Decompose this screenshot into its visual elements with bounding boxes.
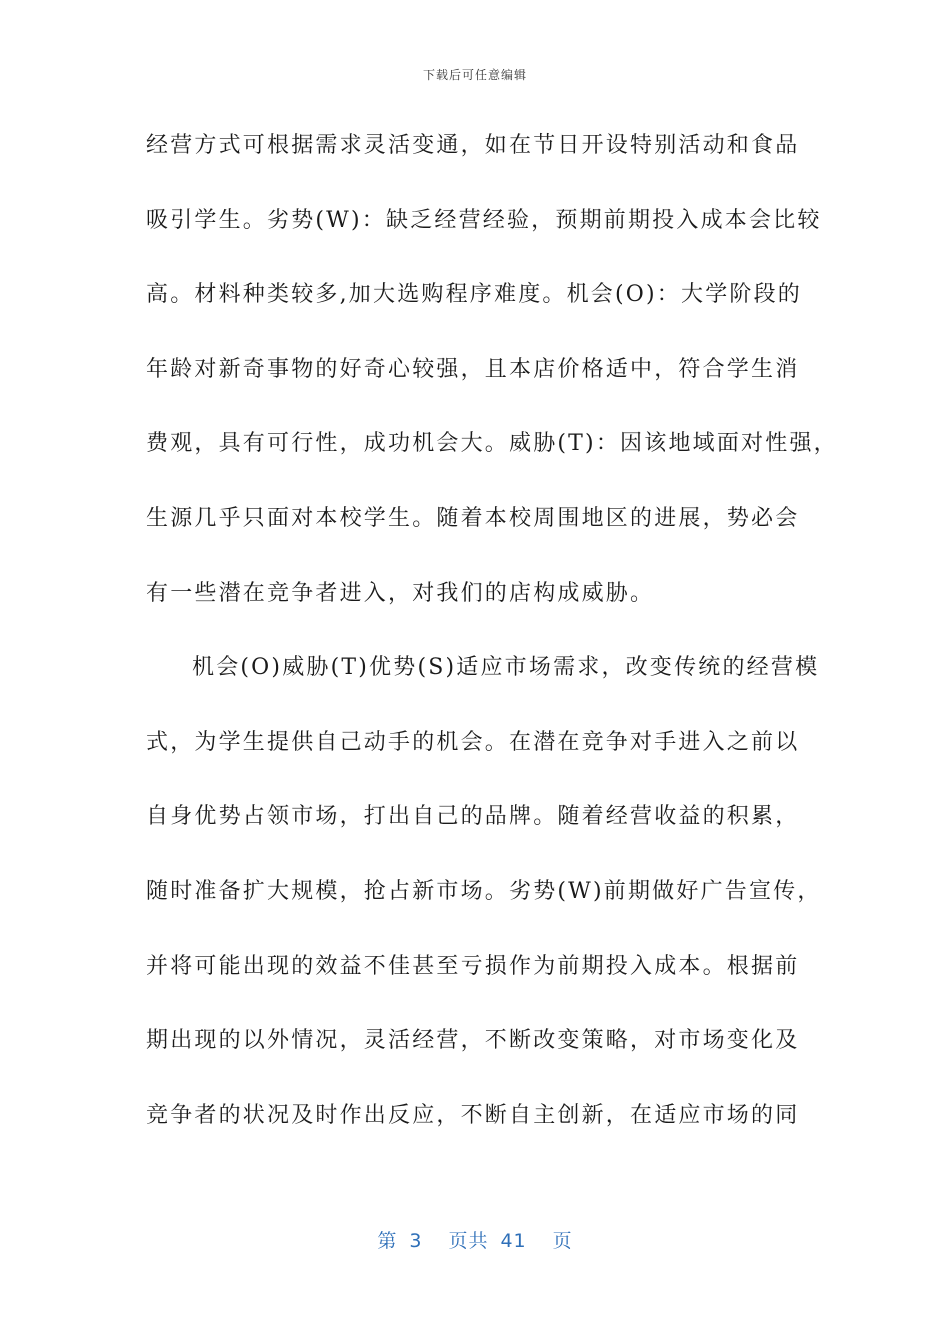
total-pages-number: 41 <box>500 1230 527 1252</box>
text-line: 生源几乎只面对本校学生。随着本校周围地区的进展，势必会 <box>146 505 800 531</box>
text-line: 随时准备扩大规模，抢占新市场。劣势(W)前期做好广告宣传， <box>146 878 822 904</box>
page-prefix: 第 <box>377 1230 398 1252</box>
text-line: 高。材料种类较多,加大选购程序难度。机会(O)：大学阶段的 <box>146 282 802 308</box>
header-note: 下载后可任意编辑 <box>422 68 527 82</box>
text-line: 吸引学生。劣势(W)：缺乏经营经验，预期前期投入成本会比较 <box>146 207 822 233</box>
paragraph-start-line: 机会(O)威胁(T)优势(S)适应市场需求，改变传统的经营模 <box>192 655 820 681</box>
page-footer <box>0 1226 950 1253</box>
text-line: 并将可能出现的效益不佳甚至亏损作为前期投入成本。根据前 <box>146 953 800 979</box>
text-line: 自身优势占领市场，打出自己的品牌。随着经营收益的积累， <box>146 804 800 830</box>
text-line: 竞争者的状况及时作出反应，不断自主创新，在适应市场的同 <box>146 1102 800 1128</box>
text-line: 费观，具有可行性，成功机会大。威胁(T)：因该地域面对性强， <box>146 431 838 457</box>
text-line: 有一些潜在竞争者进入，对我们的店构成威胁。 <box>146 580 655 606</box>
text-line: 式，为学生提供自己动手的机会。在潜在竞争对手进入之前以 <box>146 729 800 755</box>
current-page-number: 3 <box>409 1230 423 1252</box>
document-body <box>146 126 838 1170</box>
page-total-label: 页共 <box>448 1230 489 1252</box>
text-line: 期出现的以外情况，灵活经营，不断改变策略，对市场变化及 <box>146 1028 800 1054</box>
text-line: 年龄对新奇事物的好奇心较强，且本店价格适中，符合学生消 <box>146 356 800 382</box>
text-line: 经营方式可根据需求灵活变通，如在节日开设特别活动和食品 <box>146 133 800 158</box>
page-suffix: 页 <box>552 1230 573 1252</box>
